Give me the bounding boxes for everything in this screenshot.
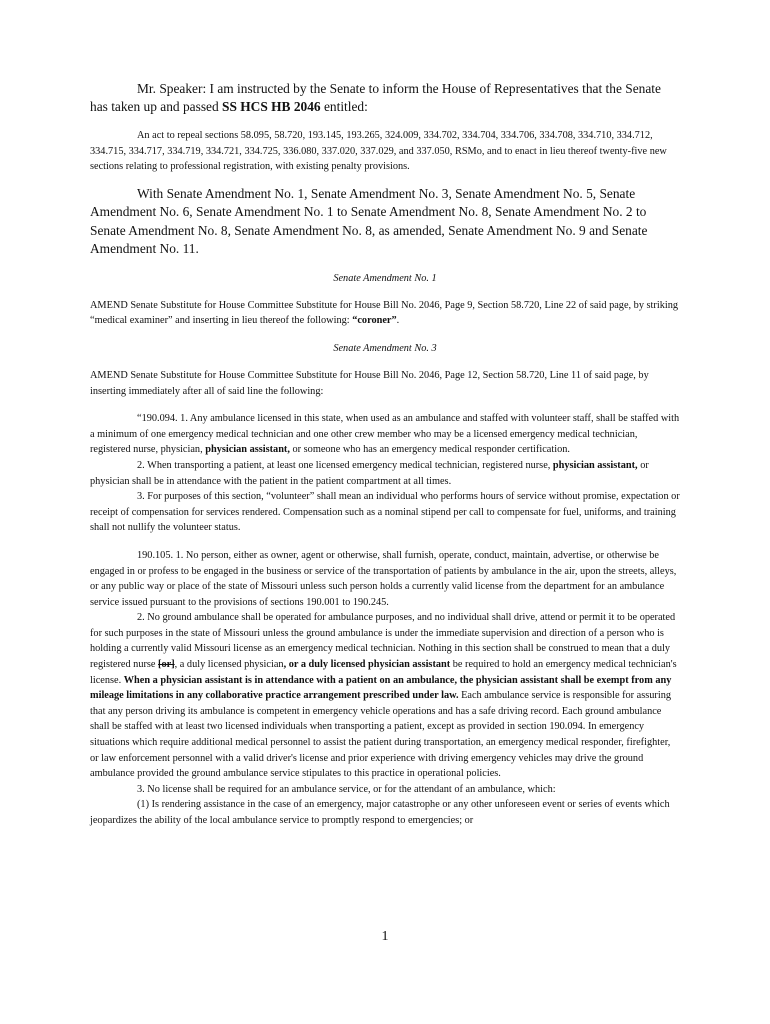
- para-text: 2. When transporting a patient, at least one licensed emergency medical technician, registered nurse,: [137, 459, 553, 471]
- section-190105-para-3-item-1: (1) Is rendering assistance in the case of an emergency, major catastrophe or any other unforeseen event or series of events which jeopardizes the ability of the local ambulance service to promptly respond to emergencies; or: [90, 799, 670, 826]
- senate-amendment-1-heading: Senate Amendment No. 1: [333, 272, 437, 284]
- section-190105-para-2: [90, 610, 680, 782]
- inserted-text: , or a duly licensed physician assistant: [283, 659, 451, 671]
- page-number: 1: [381, 929, 389, 944]
- para-text: 2. No ground ambulance shall be operated for ambulance purposes, and no individual shall drive, attend or permit it to be operated for such purposes in the state of Missouri unless the ground ambulance is under the immediate supervision and direction of a person who is holding a currently valid Missouri license as an emergency medical technician. Nothing in this section shall be construed to mean that a duly registered nurse: [90, 612, 676, 671]
- bill-number: SS HCS HB 2046: [222, 99, 321, 114]
- inserted-text: physician assistant,: [205, 444, 290, 456]
- document-page: [90, 80, 680, 829]
- section-190094-para-3: 3. For purposes of this section, “volunteer” shall mean an individual who performs hours of service without promise, expectation or receipt of compensation for services rendered. Compensation such as a nominal stipend per call to compensate for fuel, uniforms, and training shall not nullify the volunteer status.: [90, 491, 680, 534]
- sa1-text: AMEND Senate Substitute for House Committee Substitute for House Bill No. 2046, Page 9, Section 58.720, Line 22 of said page, by striking “medical examiner” and inserting in lieu thereof the following:: [90, 299, 679, 327]
- section-190094-para-2: [90, 458, 680, 489]
- para-text: “190.094. 1. Any ambulance licensed in this state, when used as an ambulance and staffed with volunteer staff, shall be staffed with a minimum of one emergency medical technician and one other crew member who may be a licensed emergency medical technician, registered nurse, physician,: [90, 413, 680, 456]
- para-text-end: or someone who has an emergency medical responder certification.: [289, 444, 570, 456]
- senate-amendment-3-intro: AMEND Senate Substitute for House Committee Substitute for House Bill No. 2046, Page 12, Section 58.720, Line 11 of said page, by inserting immediately after all of said line the following:: [90, 369, 649, 397]
- senate-amendment-3-heading: Senate Amendment No. 3: [333, 342, 437, 354]
- para-text: Each ambulance service is responsible for assuring that any person driving its ambulance is competent in emergency vehicle operations and has a safe driving record. Each ground ambulance shall be staffed with at least two licensed individuals when transporting a patient, except as provided in section 190.094. In emergency situations which require additional medical personnel to assist the patient during transportation, an emergency medical responder, firefighter, or law enforcement personnel with a valid driver's license and prior experience with driving emergency vehicles may drive the ground ambulance provided the ground ambulance service stipulates to this practice in operational policies.: [90, 690, 671, 780]
- sa1-text-end: .: [396, 315, 400, 327]
- bill-title: An act to repeal sections 58.095, 58.720, 193.145, 193.265, 324.009, 334.702, 334.704, 334.706, 334.708, 334.710, 334.712, 334.715, 334.717, 334.719, 334.721, 334.725, 336.080, 337.020, 337.029, and 337.050, RSMo, and to enact in lieu thereof twenty-five new sections relating to professional registration, with existing penalty provisions.: [90, 130, 667, 173]
- senate-message: [90, 80, 680, 116]
- message-text: Mr. Speaker: I am instructed by the Senate to inform the House of Representatives that the Senate has taken up and passed: [90, 81, 661, 114]
- section-190105-para-1: 190.105. 1. No person, either as owner, agent or otherwise, shall furnish, operate, conduct, maintain, advertise, or otherwise be engaged in or profess to be engaged in the business or service of the transportation of patients by ambulance in the air, upon the streets, alleys, or any public way or place of the state of Missouri unless such person holds a currently valid license from the department for an ambulance service issued pursuant to the provisions of sections 190.001 to 190.245.: [90, 549, 677, 608]
- senate-amendment-1-text: [90, 298, 680, 329]
- inserted-text: physician assistant,: [552, 459, 638, 471]
- para-text-end: or physician shall be in attendance with the patient in the patient compartment at all times.: [90, 459, 649, 487]
- section-190094-para-1: [90, 411, 680, 458]
- para-text: be required to hold an emergency medical technician's license.: [90, 659, 677, 686]
- stricken-text: [or]: [158, 659, 175, 671]
- para-text: , a duly licensed physician: [174, 659, 284, 671]
- message-text-end: entitled:: [320, 99, 368, 114]
- inserted-text: When a physician assistant is in attendance with a patient on an ambulance, the physician assistant shall be exempt from any mileage limitations in any collaborative practice arrangement prescribed under law.: [90, 674, 672, 702]
- amendments-summary: With Senate Amendment No. 1, Senate Amendment No. 3, Senate Amendment No. 5, Senate Amendment No. 6, Senate Amendment No. 1 to Senate Amendment No. 8, Senate Amendment No. 2 to Senate Amendment No. 8, Senate Amendment No. 8, as amended, Senate Amendment No. 9 and Senate Amendment No. 11.: [90, 185, 648, 257]
- section-190105-para-3: 3. No license shall be required for an ambulance service, or for the attendant of an ambulance, which:: [137, 783, 556, 795]
- sa1-inserted-text: “coroner”: [352, 315, 397, 327]
